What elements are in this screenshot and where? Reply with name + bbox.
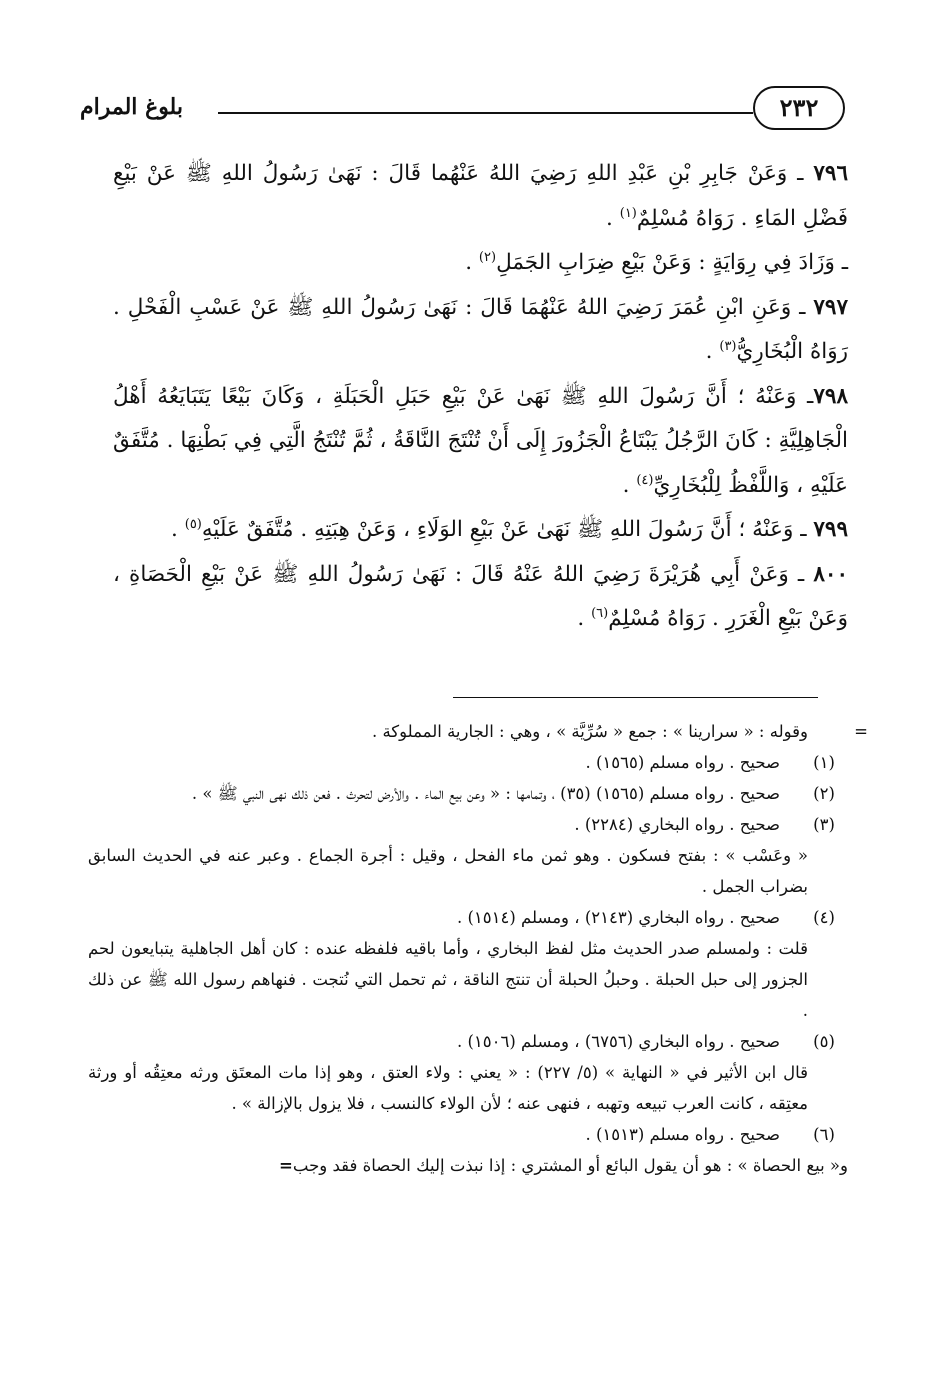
footnote-text: صحيح . رواه مسلم (١٥٦٥) (٣٥) ، وتمامها : « وعن بيع الماء . والأرض لتحرث . فعن ذلك نهى النبي ﷺ » . xyxy=(191,784,780,803)
hadith-799: ٧٩٩ ـ وَعَنْهُ ؛ أَنَّ رَسُولَ اللهِ ﷺ نَهَىٰ عَنْ بَيْعِ الوَلَاءِ ، وَعَنْ هِبَتِهِ . مُتَّفَقٌ عَلَيْهِ$^{(٥)}$ . xyxy=(171,516,848,542)
hadith-text: وَعَنْهُ ؛ أَنَّ رَسُولَ اللهِ ﷺ نَهَىٰ عَنْ بَيْعِ الوَلَاءِ ، وَعَنْ هِبَتِهِ . مُتَّفَقٌ عَلَيْهِ xyxy=(201,517,794,542)
footnote-label: (٣) xyxy=(813,815,835,834)
hadith-text: وَعَنْهُ ؛ أَنَّ رَسُولَ اللهِ ﷺ نَهَىٰ عَنْ بَيْعِ حَبَلِ الْحَبَلَةِ ، وَكَانَ بَيْعًا يَتَبَايَعُهُ أَهْلُ الْجَاهِلِيَّةِ : كَانَ الرَّجُلُ يَبْتَاعُ الْجَزُورَ إِلَى أَنْ تُنْتَجَ النَّاقَةُ ، ثُمَّ تُنْتَجُ الَّتِي فِي بَطْنِهَا . مُتَّفَقٌ عَلَيْهِ ، وَاللَّفْظُ لِلْبُخَارِيِّ xyxy=(113,383,848,498)
book-title: بلوغ المرام xyxy=(80,94,183,120)
hadith-number: ٧٩٨ xyxy=(813,383,848,409)
footnote-text: صحيح . رواه البخاري (٢١٤٣) ، ومسلم (١٥١٤) . xyxy=(456,908,780,927)
hadith-text: وَعَنْ أَبِي هُرَيْرَةَ رَضِيَ اللهُ عَنْهُ قَالَ : نَهَىٰ رَسُولُ اللهِ ﷺ عَنْ بَيْعِ الْحَصَاةِ ، وَعَنْ بَيْعِ الْغَرَرِ . رَوَاهُ مُسْلِمٌ xyxy=(113,561,848,631)
hadith-tail: . xyxy=(171,517,178,542)
footnote-separator xyxy=(453,697,818,698)
continuation-mark: = xyxy=(854,722,868,741)
footnote-label: (٢) xyxy=(813,784,835,803)
page-number: ٢٣٢ xyxy=(753,86,845,130)
footnote-6-commentary xyxy=(88,1150,868,1181)
hadith-number: ٧٩٧ xyxy=(813,294,848,320)
running-header xyxy=(70,84,845,134)
footnote-ref: (٣) xyxy=(719,338,737,354)
hadith-798: ٧٩٨ـ وَعَنْهُ ؛ أَنَّ رَسُولَ اللهِ ﷺ نَهَىٰ عَنْ بَيْعِ حَبَلِ الْحَبَلَةِ ، وَكَانَ بَيْعًا يَتَبَايَعُهُ أَهْلُ الْجَاهِلِيَّةِ : كَانَ الرَّجُلُ يَبْتَاعُ الْجَزُورَ إِلَى أَنْ تُنْتَجَ النَّاقَةُ ، ثُمَّ تُنْتَجُ الَّتِي فِي بَطْنِهَا . مُتَّفَقٌ عَلَيْهِ ، وَاللَّفْظُ لِلْبُخَارِيِّ$^{(٤)}$ . xyxy=(113,383,848,498)
footnote-text: « وعَسْب » : بفتح فسكون . وهو ثمن ماء الفحل ، وقيل : أجرة الجماع . وعبر عنه في الحديث السابق بضراب الجمل . xyxy=(88,846,808,896)
footnote-label: (٥) xyxy=(813,1032,835,1051)
footnote-3-commentary xyxy=(88,840,848,902)
footnote-ref: (٦) xyxy=(591,605,609,621)
hadith-tail: . xyxy=(622,472,630,498)
hadith-text: وَعَنْ جَابِرِ بْنِ عَبْدِ اللهِ رَضِيَ اللهُ عَنْهُما قَالَ : نَهَىٰ رَسُولُ اللهِ ﷺ عَنْ بَيْعِ فَضْلِ المَاءِ . رَوَاهُ مُسْلِمٌ xyxy=(113,161,848,231)
hadith-section xyxy=(113,152,848,642)
footnote-text: صحيح . رواه البخاري (٢٢٨٤) . xyxy=(574,815,780,834)
footnote-text: و« بيع الحصاة » : هو أن يقول البائع أو المشتري : إذا نبذت إليك الحصاة فقد وجب xyxy=(292,1156,848,1175)
hadith-tail: . xyxy=(465,250,473,275)
footnote-ref: (٢) xyxy=(478,249,497,265)
footnote-5 xyxy=(88,1026,848,1057)
hadith-tail: . xyxy=(705,339,713,364)
footnote-3 xyxy=(88,809,848,840)
hadith-tail: . xyxy=(577,606,585,631)
footnote-continuation-from-previous xyxy=(88,716,868,747)
hadith-number: ٨٠٠ xyxy=(813,561,848,587)
footnote-text: قلت : ولمسلم صدر الحديث مثل لفظ البخاري ، وأما باقيه فلفظه عنده : كان أهل الجاهلية يتبايعون لحم الجزور إلى حبل الحبلة . وحبلُ الحبلة أن تنتج الناقة ، ثم تحمل التي نُتجت . فنهاهم رسول الله ﷺ عن ذلك . xyxy=(88,939,808,1020)
footnote-1 xyxy=(88,747,848,778)
footnote-ref: (٤) xyxy=(636,472,654,488)
hadith-tail: . xyxy=(606,205,613,231)
hadith-800: ٨٠٠ ـ وَعَنْ أَبِي هُرَيْرَةَ رَضِيَ اللهُ عَنْهُ قَالَ : نَهَىٰ رَسُولُ اللهِ ﷺ عَنْ بَيْعِ الْحَصَاةِ ، وَعَنْ بَيْعِ الْغَرَرِ . رَوَاهُ مُسْلِمٌ$^{(٦)}$ . xyxy=(113,561,848,631)
hadith-text: وَزَادَ فِي رِوَايَةٍ : وَعَنْ بَيْعِ ضِرَابِ الجَمَلِ xyxy=(496,250,835,275)
footnote-ref: (١) xyxy=(619,205,637,221)
hadith-796-addition: ـ وَزَادَ فِي رِوَايَةٍ : وَعَنْ بَيْعِ ضِرَابِ الجَمَلِ$^{(٢)}$ . xyxy=(465,249,848,275)
footnote-label: (٦) xyxy=(813,1125,835,1144)
footnotes-section xyxy=(88,716,868,1181)
footnote-text: صحيح . رواه مسلم (١٥١٣) . xyxy=(585,1125,780,1144)
hadith-797: ٧٩٧ ـ وَعَنِ ابْنِ عُمَرَ رَضِيَ اللهُ عَنْهُمَا قَالَ : نَهَىٰ رَسُولُ اللهِ ﷺ عَنْ عَسْبِ الْفَحْلِ . رَوَاهُ الْبُخَارِيُّ$^{(٣)}$ . xyxy=(113,294,848,364)
footnote-4 xyxy=(88,902,848,933)
footnote-ref: (٥) xyxy=(184,516,202,532)
footnote-label: (١) xyxy=(813,753,835,772)
hadith-text: وَعَنِ ابْنِ عُمَرَ رَضِيَ اللهُ عَنْهُمَا قَالَ : نَهَىٰ رَسُولُ اللهِ ﷺ عَنْ عَسْبِ الْفَحْلِ . رَوَاهُ الْبُخَارِيُّ xyxy=(113,294,848,364)
header-divider xyxy=(218,112,753,114)
hadith-number: ٧٩٩ xyxy=(813,517,848,542)
footnote-2 xyxy=(88,778,848,809)
hadith-number: ٧٩٦ xyxy=(813,161,848,186)
footnote-4-commentary xyxy=(88,933,848,1026)
footnote-text: صحيح . رواه البخاري (٦٧٥٦) ، ومسلم (١٥٠٦) . xyxy=(456,1032,780,1051)
continuation-mark: = xyxy=(279,1156,293,1175)
footnote-label: (٤) xyxy=(813,908,835,927)
footnote-6 xyxy=(88,1119,848,1150)
hadith-796: ٧٩٦ ـ وَعَنْ جَابِرِ بْنِ عَبْدِ اللهِ رَضِيَ اللهُ عَنْهُما قَالَ : نَهَىٰ رَسُولُ اللهِ ﷺ عَنْ بَيْعِ فَضْلِ المَاءِ . رَوَاهُ مُسْلِمٌ$^{(١)}$ . xyxy=(113,161,848,231)
footnote-text: صحيح . رواه مسلم (١٥٦٥) . xyxy=(585,753,780,772)
footnote-text: قال ابن الأثير في « النهاية » (٥/ ٢٢٧) : « يعني : ولاء العتق ، وهو إذا مات المعتَق ورثه معتِقُه أو ورثة معتِقه ، كانت العرب تبيعه وتهبه ، فنهى عنه ؛ لأن الولاء كالنسب ، فلا يزول بالإزالة » . xyxy=(88,1063,808,1113)
footnote-text: وقوله : « سرارينا » : جمع « سُرِّيَّة » ، وهي : الجارية المملوكة . xyxy=(371,722,808,741)
footnote-5-commentary xyxy=(88,1057,848,1119)
